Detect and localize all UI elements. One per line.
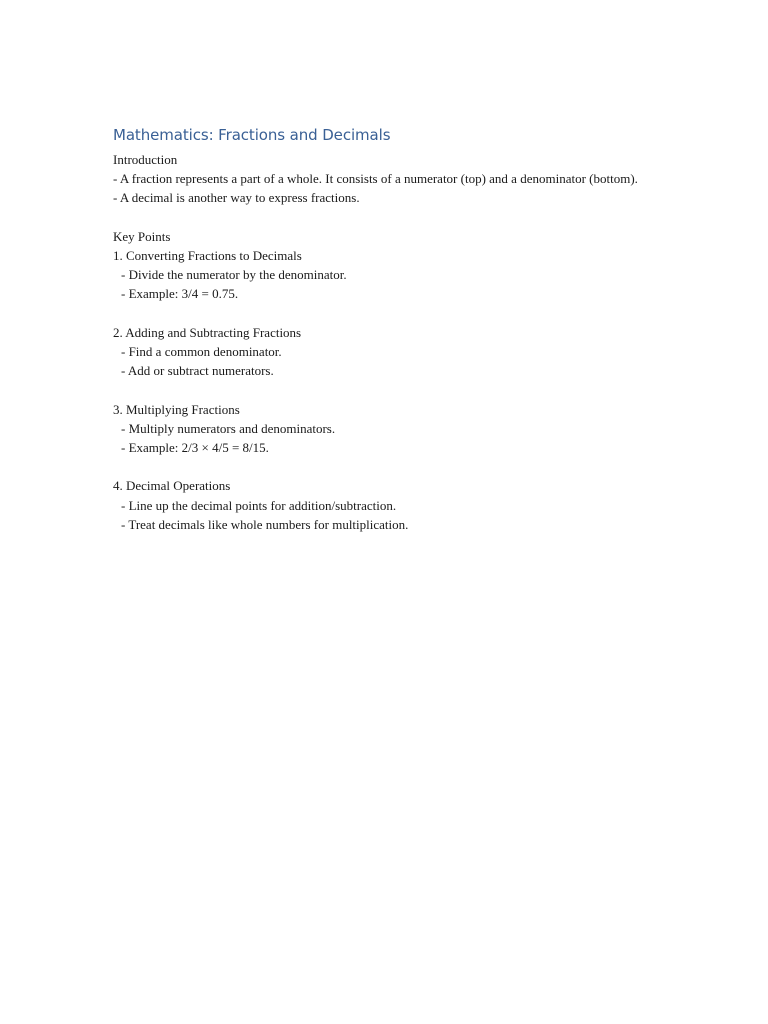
section-item: - Treat decimals like whole numbers for multiplication.	[121, 516, 409, 532]
section-item: - Example: 3/4 = 0.75.	[121, 286, 239, 302]
section-item: - Line up the decimal points for addition/subtraction.	[121, 497, 397, 513]
section-item: - Add or subtract numerators.	[121, 363, 274, 379]
section-item: - Example: 2/3 × 4/5 = 8/15.	[121, 440, 269, 455]
paragraph-spacer	[113, 208, 673, 227]
paragraph-spacer	[113, 380, 673, 399]
document-body	[113, 124, 673, 534]
section-item: - Divide the numerator by the denominator.	[121, 267, 347, 283]
section-heading: 3. Multiplying Fractions	[113, 401, 240, 417]
section-heading: 2. Adding and Subtracting Fractions	[113, 324, 302, 340]
key-points-heading: Key Points	[113, 228, 171, 244]
section-item: - Find a common denominator.	[121, 344, 282, 359]
section-item: - Multiply numerators and denominators.	[121, 420, 336, 436]
introduction-heading: Introduction	[113, 152, 178, 167]
introduction-line: - A fraction represents a part of a whole. It consists of a numerator (top) and a denominator (bottom).	[113, 171, 638, 187]
section-heading: 1. Converting Fractions to Decimals	[113, 248, 302, 263]
introduction-line: - A decimal is another way to express fractions.	[113, 190, 360, 206]
document-title: Mathematics: Fractions and Decimals	[113, 126, 391, 144]
paragraph-spacer	[113, 304, 673, 323]
paragraph-spacer	[113, 457, 673, 476]
section-heading: 4. Decimal Operations	[113, 478, 231, 494]
